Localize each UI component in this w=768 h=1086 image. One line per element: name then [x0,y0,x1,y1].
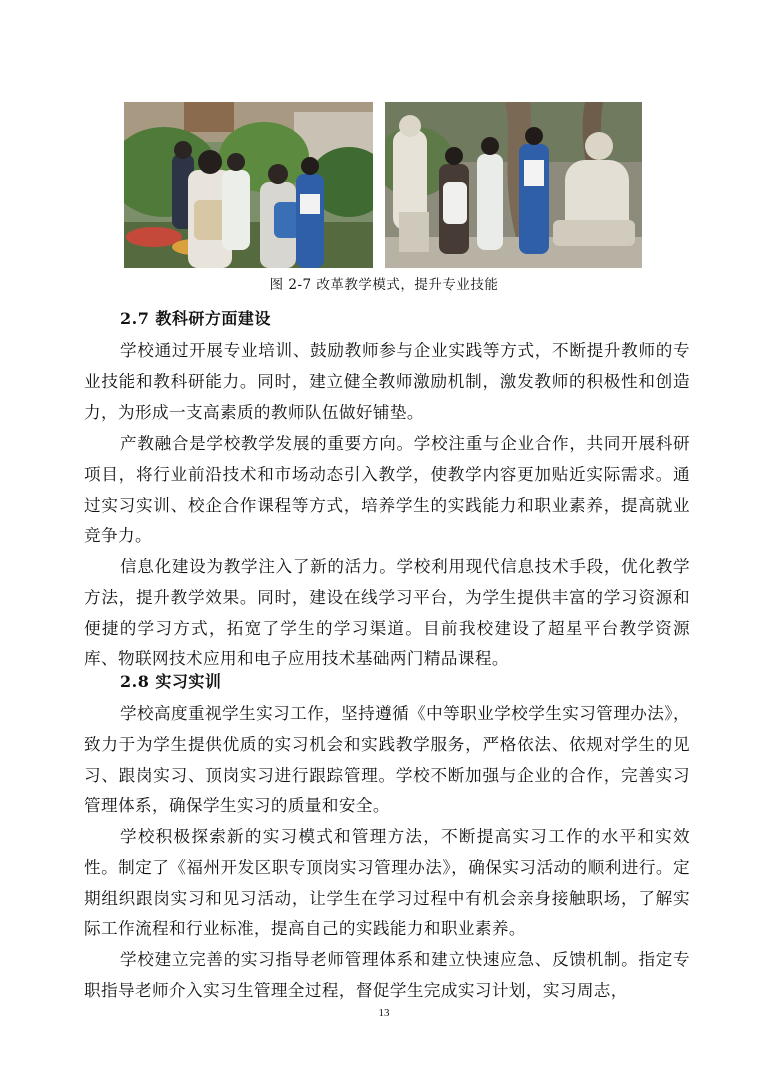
paragraph: 学校通过开展专业培训、鼓励教师参与企业实践等方式，不断提升教师的专业技能和教科研能力。同时，建立健全教师激励机制，激发教师的积极性和创造力，为形成一支高素质的教师队伍做好铺垫。 [84,341,690,422]
students-by-statue-photo [385,102,642,268]
paragraph: 信息化建设为教学注入了新的活力。学校利用现代信息技术手段，优化教学方法，提升教学效果。同时，建设在线学习平台，为学生提供丰富的学习资源和便捷的学习方式，拓宽了学生的学习渠道。目前我校建设了超星平台教学资源库、物联网技术应用和电子应用技术基础两门精品课程。 [84,557,690,669]
figure-photos [124,102,642,268]
section-heading-2-7: 2.7 教科研方面建设 [120,309,271,328]
section-heading-2-8: 2.8 实习实训 [120,672,222,691]
paragraph: 学校高度重视学生实习工作，坚持遵循《中等职业学校学生实习管理办法》，致力于为学生提供优质的实习机会和实践教学服务，严格依法、依规对学生的见习、跟岗实习、顶岗实习进行跟踪管理。学校不断加强与企业的合作，完善实习管理体系，确保学生实习的质量和安全。 [84,704,690,816]
paragraph: 学校建立完善的实习指导老师管理体系和建立快速应急、反馈机制。指定专职指导老师介入实习生管理全过程，督促学生完成实习计划，实习周志， [84,950,690,1000]
paragraph: 产教融合是学校教学发展的重要方向。学校注重与企业合作，共同开展科研项目，将行业前沿技术和市场动态引入教学，使教学内容更加贴近实际需求。通过实习实训、校企合作课程等方式，培养学生的实践能力和职业素养，提高就业竞争力。 [84,434,690,546]
figure-caption: 图 2-7 改革教学模式，提升专业技能 [269,277,499,293]
page-number: 13 [378,1007,390,1019]
students-in-garden-photo [124,102,373,268]
paragraph: 学校积极探索新的实习模式和管理方法，不断提高实习工作的水平和实效性。制定了《福州开发区职专顶岗实习管理办法》，确保实习活动的顺利进行。定期组织跟岗实习和见习活动，让学生在学习过程中有机会亲身接触职场，了解实际工作流程和行业标准，提高自己的实践能力和职业素养。 [84,827,690,939]
